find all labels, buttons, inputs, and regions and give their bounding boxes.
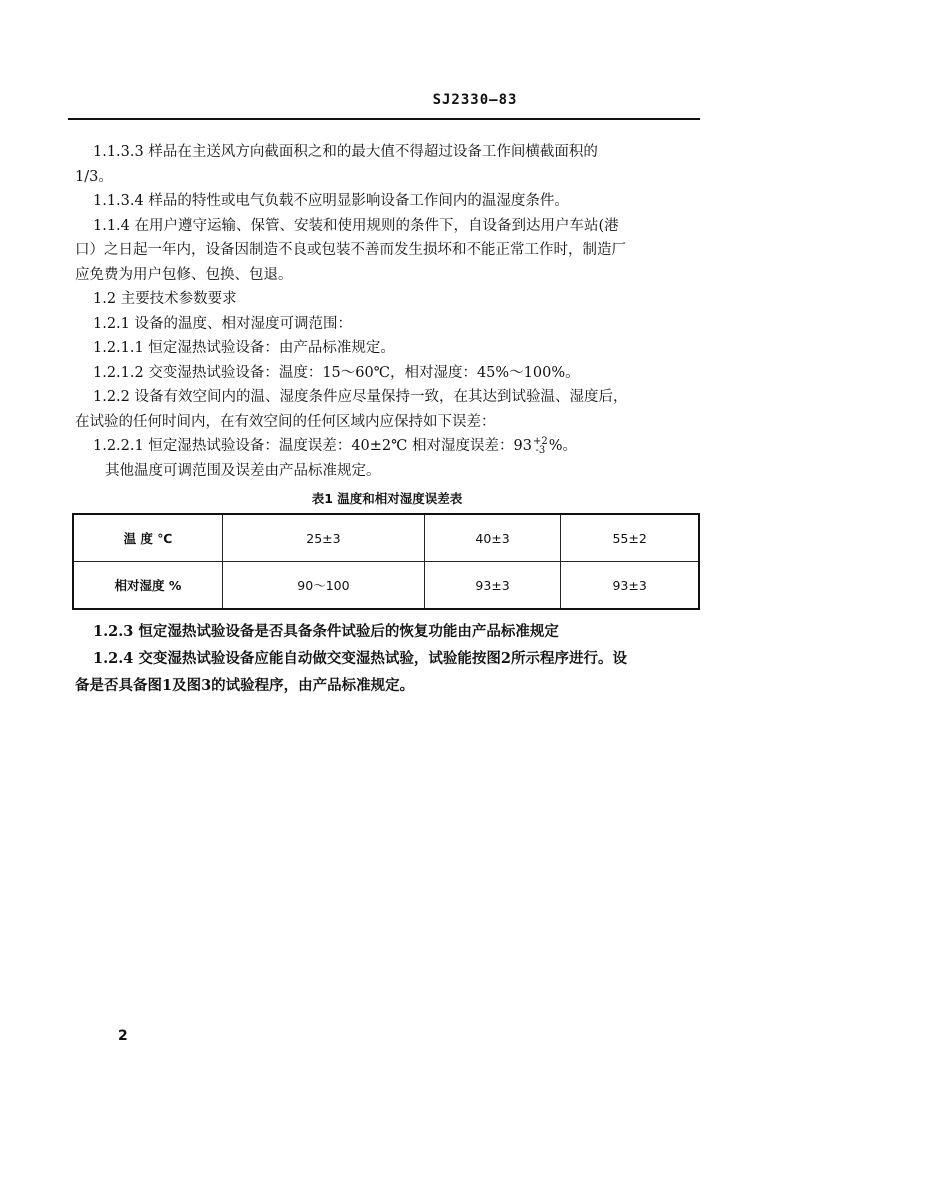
clause-1-2-1-1: 1.2.1.1 恒定湿热试验设备：由产品标准规定。 [93, 340, 395, 356]
table-cell: 25±3 [223, 514, 425, 562]
clause-1-1-3-4: 1.1.3.4 样品的特性或电气负载不应明显影响设备工作间内的温湿度条件。 [93, 193, 569, 209]
clause-1-2-2-1 [75, 434, 702, 459]
clause-1-2-2-cont: 在试验的任何时间内，在有效空间的任何区域内应保持如下误差： [75, 413, 496, 430]
clause-1-2-3: 1.2.3 恒定湿热试验设备是否具备条件试验后的恢复功能由产品标准规定 [93, 623, 559, 640]
table-cell: 93±3 [561, 562, 699, 610]
clause-1-1-4-cont1: 口）之日起一年内，设备因制造不良或包装不善而发生损坏和不能正常工作时，制造厂 [75, 242, 626, 258]
table-row [73, 562, 699, 610]
clause-1-1-3-3-cont: 1/3。 [75, 168, 113, 185]
clause-1-1-3-3: 1.1.3.3 样品在主送风方向截面积之和的最大值不得超过设备工作间横截面积的 [93, 144, 598, 160]
document-code: SJ2330—83 [432, 92, 518, 108]
table-caption: 表1 温度和相对湿度误差表 [311, 491, 463, 506]
clause-1-1-4-cont2: 应免费为用户包修、包换、包退。 [75, 266, 293, 283]
clause-other-ranges: 其他温度可调范围及误差由产品标准规定。 [105, 462, 381, 479]
header-rule [68, 118, 700, 120]
table-row [73, 514, 699, 562]
tolerance-stack [533, 437, 548, 455]
row-label-humidity: 相对湿度 % [73, 562, 223, 610]
clause-1-1-4: 1.1.4 在用户遵守运输、保管、安装和使用规则的条件下，自设备到达用户车站(港 [93, 217, 619, 234]
after-table-text [75, 618, 702, 699]
row-label-temperature: 温 度 ℃ [73, 514, 223, 562]
table-cell: 55±2 [561, 514, 699, 562]
clause-1-2-1: 1.2.1 设备的温度、相对湿度可调范围： [93, 315, 353, 332]
table-cell: 40±3 [424, 514, 560, 562]
clause-1-2-4: 1.2.4 交变湿热试验设备应能自动做交变湿热试验，试验能按图2所示程序进行。设 [93, 650, 627, 667]
page-number: 2 [118, 1028, 128, 1044]
clause-1-2-2-1-end: %。 [548, 438, 577, 454]
section-1-2: 1.2 主要技术参数要求 [93, 291, 237, 307]
table-cell: 93±3 [424, 562, 560, 610]
tolerance-upper: +2 [532, 436, 548, 447]
main-text [75, 140, 702, 483]
clause-1-2-1-2: 1.2.1.2 交变湿热试验设备：温度：15～60℃，相对湿度：45%～100%。 [93, 364, 580, 381]
clause-1-2-4-cont: 备是否具备图1及图3的试验程序，由产品标准规定。 [75, 677, 415, 694]
table-cell: 90～100 [223, 562, 425, 610]
clause-1-2-2: 1.2.2 设备有效空间内的温、湿度条件应尽量保持一致，在其达到试验温、湿度后， [93, 389, 628, 405]
clause-1-2-2-1-text: 1.2.2.1 恒定湿热试验设备：温度误差：40±2℃ 相对湿度误差：93 [93, 438, 532, 454]
error-table [72, 513, 700, 610]
tolerance-lower: -3 [535, 445, 546, 456]
